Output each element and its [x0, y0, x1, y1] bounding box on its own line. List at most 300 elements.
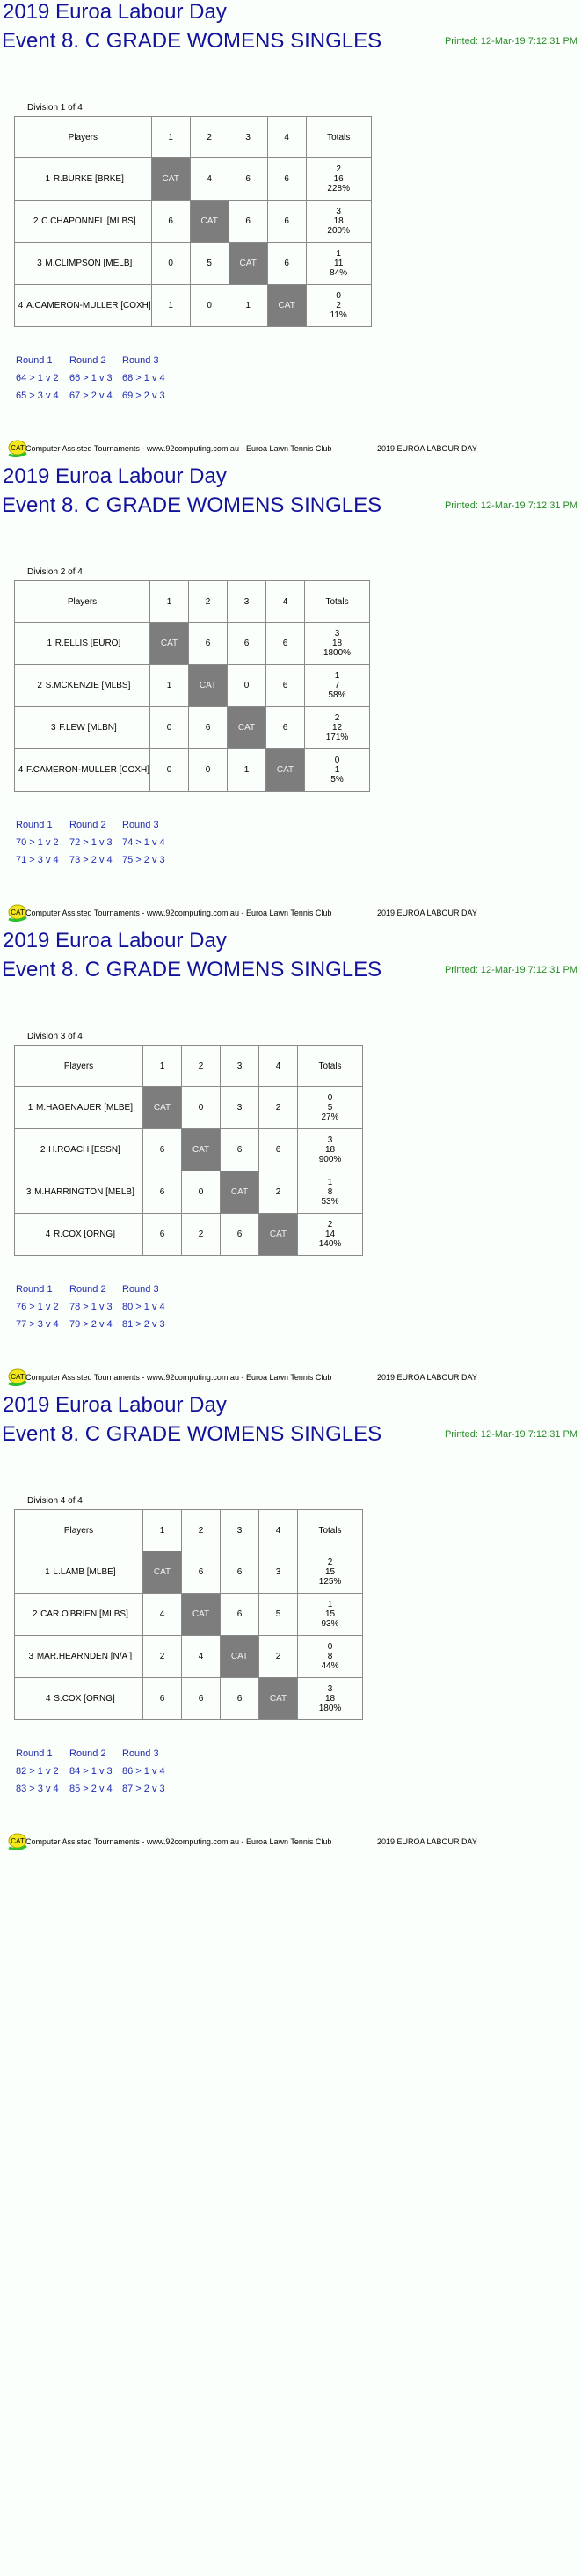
round-label: Round 1: [16, 1284, 53, 1295]
game-percentage: 58%: [328, 690, 346, 700]
player-number: 3: [25, 1187, 32, 1197]
score-cell: 6: [267, 243, 306, 285]
player-name: S.COX [ORNG]: [54, 1694, 115, 1704]
player-name: R.ELLIS [EURO]: [54, 639, 121, 648]
round-label: Round 2: [69, 1748, 106, 1759]
round-column-3: [122, 1283, 165, 1336]
division-label: Division 2 of 4: [27, 567, 83, 577]
matches-won: 3: [327, 1135, 333, 1145]
score-cell: 1: [150, 665, 189, 707]
printed-timestamp: Printed: 12-Mar-19 7:12:31 PM: [444, 500, 577, 511]
round-robin-table: [14, 116, 372, 327]
game-percentage: 1800%: [323, 648, 352, 658]
self-match-cell: CAT: [267, 285, 306, 327]
game-percentage: 228%: [327, 184, 350, 193]
score-cell: 6: [266, 665, 305, 707]
player-name: M.HARRINGTON [MELB]: [34, 1187, 134, 1197]
table-header-row: [15, 117, 372, 158]
tournament-title: 2019 Euroa Labour Day: [3, 464, 227, 488]
player-number: 1: [47, 639, 53, 648]
totals-cell: [298, 1636, 363, 1678]
self-match-cell: CAT: [259, 1214, 298, 1256]
matches-won: 3: [327, 1684, 333, 1694]
svg-text:CAT: CAT: [11, 1373, 25, 1381]
self-match-cell: CAT: [151, 158, 190, 201]
self-match-cell: CAT: [266, 749, 305, 792]
round-column-1: [16, 354, 59, 407]
round-column-1: [16, 1748, 59, 1800]
game-percentage: 5%: [330, 775, 344, 784]
match-entry: 83 > 3 v 4: [16, 1784, 59, 1794]
score-cell: 6: [221, 1214, 259, 1256]
games-won: 16: [333, 174, 344, 184]
header-players: Players: [15, 1046, 143, 1087]
table-row: [15, 243, 372, 285]
player-name: R.COX [ORNG]: [53, 1230, 115, 1239]
game-percentage: 140%: [318, 1239, 342, 1249]
games-won: 1: [334, 765, 340, 775]
match-entry: 64 > 1 v 2: [16, 373, 59, 383]
table-row: [15, 1171, 363, 1214]
totals-cell: [298, 1678, 363, 1720]
round-column-2: [69, 1283, 113, 1336]
header-col-1: 1: [151, 117, 190, 158]
footer-credit: Computer Assisted Tournaments - www.92computing.com.au - Euroa Lawn Tennis Club: [25, 444, 332, 453]
round-robin-table: [14, 1045, 363, 1256]
score-cell: 4: [182, 1636, 221, 1678]
score-cell: 4: [190, 158, 229, 201]
player-cell: [15, 1087, 143, 1129]
round-label: Round 2: [69, 355, 106, 366]
page-footer: [0, 904, 581, 925]
game-percentage: 900%: [318, 1155, 342, 1164]
header-col-3: 3: [221, 1046, 259, 1087]
match-entry: 71 > 3 v 4: [16, 855, 59, 865]
printed-timestamp: Printed: 12-Mar-19 7:12:31 PM: [444, 965, 577, 975]
totals-cell: [298, 1551, 363, 1594]
footer-event-name: 2019 EUROA LABOUR DAY: [377, 1373, 477, 1382]
player-number: 2: [32, 1609, 38, 1619]
footer-event-name: 2019 EUROA LABOUR DAY: [377, 909, 477, 917]
header-col-4: 4: [259, 1510, 298, 1551]
tournament-title: 2019 Euroa Labour Day: [3, 929, 227, 952]
totals-cell: [298, 1129, 363, 1171]
totals-cell: [305, 665, 370, 707]
games-won: 8: [327, 1187, 333, 1197]
self-match-cell: CAT: [182, 1594, 221, 1636]
score-cell: 3: [259, 1551, 298, 1594]
match-entry: 80 > 1 v 4: [122, 1302, 165, 1312]
cat-logo-icon: [8, 1833, 27, 1850]
player-number: 4: [18, 765, 24, 775]
table-row: [15, 1129, 363, 1171]
game-percentage: 27%: [321, 1113, 339, 1122]
matches-won: 1: [334, 671, 340, 681]
games-won: 18: [331, 639, 343, 648]
footer-credit: Computer Assisted Tournaments - www.92computing.com.au - Euroa Lawn Tennis Club: [25, 1373, 332, 1382]
game-percentage: 171%: [325, 733, 349, 742]
player-cell: [15, 243, 152, 285]
player-cell: [15, 1551, 143, 1594]
self-match-cell: CAT: [182, 1129, 221, 1171]
svg-text:CAT: CAT: [11, 444, 25, 452]
match-entry: 67 > 2 v 4: [69, 390, 113, 401]
matches-won: 1: [327, 1178, 333, 1187]
page-footer: [0, 1833, 581, 1854]
self-match-cell: CAT: [229, 243, 267, 285]
game-percentage: 125%: [318, 1577, 342, 1587]
player-cell: [15, 1594, 143, 1636]
event-title: Event 8. C GRADE WOMENS SINGLES: [2, 29, 382, 53]
match-entry: 76 > 1 v 2: [16, 1302, 59, 1312]
player-name: MAR.HEARNDEN [N/A ]: [36, 1652, 133, 1661]
game-percentage: 180%: [318, 1704, 342, 1713]
score-cell: 0: [150, 749, 189, 792]
player-name: H.ROACH [ESSN]: [48, 1145, 120, 1155]
score-cell: 2: [259, 1087, 298, 1129]
score-cell: 2: [143, 1636, 182, 1678]
page-footer: [0, 1368, 581, 1390]
matches-won: 2: [334, 713, 340, 723]
header-col-3: 3: [221, 1510, 259, 1551]
player-cell: [15, 1171, 143, 1214]
match-entry: 84 > 1 v 3: [69, 1766, 113, 1777]
round-robin-table: [14, 580, 370, 792]
player-number: 4: [45, 1694, 51, 1704]
score-cell: 6: [151, 201, 190, 243]
cat-logo-icon: [8, 1368, 27, 1386]
header-totals: Totals: [298, 1046, 363, 1087]
score-cell: 6: [182, 1551, 221, 1594]
round-label: Round 3: [122, 1284, 159, 1295]
printed-timestamp: Printed: 12-Mar-19 7:12:31 PM: [444, 1429, 577, 1440]
round-label: Round 3: [122, 820, 159, 830]
matches-won: 1: [327, 1600, 333, 1609]
event-title: Event 8. C GRADE WOMENS SINGLES: [2, 493, 382, 517]
table-row: [15, 1214, 363, 1256]
score-cell: 6: [143, 1171, 182, 1214]
header-col-2: 2: [190, 117, 229, 158]
game-percentage: 93%: [321, 1619, 339, 1629]
player-number: 2: [37, 681, 42, 690]
score-cell: 0: [189, 749, 228, 792]
table-row: [15, 1636, 363, 1678]
footer-credit: Computer Assisted Tournaments - www.92computing.com.au - Euroa Lawn Tennis Club: [25, 1837, 332, 1846]
matches-won: 0: [327, 1642, 333, 1652]
tournament-title: 2019 Euroa Labour Day: [3, 1393, 227, 1417]
games-won: 15: [324, 1567, 336, 1577]
totals-cell: [305, 749, 370, 792]
score-cell: 6: [266, 623, 305, 665]
games-won: 15: [324, 1609, 336, 1619]
player-cell: [15, 749, 150, 792]
header-col-4: 4: [259, 1046, 298, 1087]
header-col-4: 4: [266, 581, 305, 623]
matches-won: 3: [334, 629, 340, 639]
games-won: 18: [333, 216, 344, 226]
header-totals: Totals: [306, 117, 371, 158]
round-column-1: [16, 819, 59, 872]
player-number: 2: [40, 1145, 46, 1155]
header-col-1: 1: [150, 581, 189, 623]
match-entry: 69 > 2 v 3: [122, 390, 165, 401]
score-cell: 3: [221, 1087, 259, 1129]
self-match-cell: CAT: [190, 201, 229, 243]
match-entry: 87 > 2 v 3: [122, 1784, 165, 1794]
score-cell: 2: [259, 1636, 298, 1678]
score-cell: 0: [182, 1171, 221, 1214]
self-match-cell: CAT: [228, 707, 266, 749]
footer-event-name: 2019 EUROA LABOUR DAY: [377, 444, 477, 453]
game-percentage: 11%: [330, 310, 347, 320]
score-cell: 6: [228, 623, 266, 665]
totals-cell: [305, 707, 370, 749]
score-cell: 6: [266, 707, 305, 749]
matches-won: 0: [327, 1093, 333, 1103]
footer-credit: Computer Assisted Tournaments - www.92computing.com.au - Euroa Lawn Tennis Club: [25, 909, 332, 917]
self-match-cell: CAT: [221, 1636, 259, 1678]
self-match-cell: CAT: [150, 623, 189, 665]
player-name: CAR.O'BRIEN [MLBS]: [40, 1609, 128, 1619]
player-number: 4: [18, 301, 24, 310]
score-cell: 1: [229, 285, 267, 327]
division-label: Division 3 of 4: [27, 1032, 83, 1041]
totals-cell: [298, 1214, 363, 1256]
event-title: Event 8. C GRADE WOMENS SINGLES: [2, 958, 382, 982]
round-column-3: [122, 1748, 165, 1800]
score-cell: 6: [143, 1678, 182, 1720]
header-players: Players: [15, 1510, 143, 1551]
player-cell: [15, 1678, 143, 1720]
player-cell: [15, 285, 152, 327]
table-row: [15, 1087, 363, 1129]
player-cell: [15, 1214, 143, 1256]
match-entry: 74 > 1 v 4: [122, 837, 165, 848]
tournament-title: 2019 Euroa Labour Day: [3, 0, 227, 24]
player-cell: [15, 665, 150, 707]
round-column-2: [69, 1748, 113, 1800]
score-cell: 6: [259, 1129, 298, 1171]
table-header-row: [15, 1046, 363, 1087]
round-column-2: [69, 354, 113, 407]
player-name: F.CAMERON-MULLER [COXH]: [26, 765, 150, 775]
totals-cell: [305, 623, 370, 665]
division-section-1: [0, 0, 581, 464]
player-name: M.HAGENAUER [MLBE]: [35, 1103, 134, 1113]
player-cell: [15, 201, 152, 243]
score-cell: 0: [150, 707, 189, 749]
header-col-2: 2: [182, 1510, 221, 1551]
totals-cell: [306, 158, 371, 201]
player-number: 2: [33, 216, 39, 226]
round-robin-table: [14, 1509, 363, 1720]
player-number: 1: [45, 1567, 50, 1577]
score-cell: 6: [221, 1551, 259, 1594]
score-cell: 1: [228, 749, 266, 792]
games-won: 18: [324, 1145, 336, 1155]
round-label: Round 3: [122, 355, 159, 366]
table-row: [15, 749, 370, 792]
match-entry: 82 > 1 v 2: [16, 1766, 59, 1777]
match-entry: 72 > 1 v 3: [69, 837, 113, 848]
header-players: Players: [15, 117, 152, 158]
match-entry: 66 > 1 v 3: [69, 373, 113, 383]
score-cell: 6: [221, 1594, 259, 1636]
player-number: 1: [45, 174, 51, 184]
player-cell: [15, 1129, 143, 1171]
matches-won: 2: [327, 1558, 333, 1567]
division-label: Division 4 of 4: [27, 1496, 83, 1506]
score-cell: 0: [228, 665, 266, 707]
player-cell: [15, 623, 150, 665]
self-match-cell: CAT: [143, 1551, 182, 1594]
game-percentage: 200%: [327, 226, 350, 236]
matches-won: 0: [336, 291, 341, 301]
games-won: 12: [331, 723, 343, 733]
score-cell: 6: [143, 1214, 182, 1256]
score-cell: 5: [259, 1594, 298, 1636]
table-row: [15, 665, 370, 707]
score-cell: 2: [182, 1214, 221, 1256]
svg-text:CAT: CAT: [11, 1837, 25, 1845]
score-cell: 6: [229, 201, 267, 243]
game-percentage: 84%: [330, 268, 348, 278]
header-col-3: 3: [228, 581, 266, 623]
totals-cell: [306, 201, 371, 243]
score-cell: 6: [267, 158, 306, 201]
matches-won: 2: [336, 164, 341, 174]
round-label: Round 2: [69, 1284, 106, 1295]
game-percentage: 53%: [321, 1197, 339, 1207]
player-cell: [15, 158, 152, 201]
score-cell: 6: [229, 158, 267, 201]
player-name: M.CLIMPSON [MELB]: [45, 259, 133, 268]
totals-cell: [298, 1171, 363, 1214]
match-entry: 85 > 2 v 4: [69, 1784, 113, 1794]
games-won: 8: [327, 1652, 333, 1661]
match-entry: 77 > 3 v 4: [16, 1319, 59, 1330]
match-entry: 79 > 2 v 4: [69, 1319, 113, 1330]
division-section-2: [0, 464, 581, 929]
table-header-row: [15, 1510, 363, 1551]
player-cell: [15, 707, 150, 749]
match-entry: 65 > 3 v 4: [16, 390, 59, 401]
totals-cell: [298, 1087, 363, 1129]
player-number: 3: [28, 1652, 34, 1661]
match-entry: 81 > 2 v 3: [122, 1319, 165, 1330]
round-label: Round 2: [69, 820, 106, 830]
round-column-3: [122, 819, 165, 872]
event-title: Event 8. C GRADE WOMENS SINGLES: [2, 1422, 382, 1446]
games-won: 5: [327, 1103, 333, 1113]
totals-cell: [306, 243, 371, 285]
self-match-cell: CAT: [259, 1678, 298, 1720]
round-column-2: [69, 819, 113, 872]
header-players: Players: [15, 581, 150, 623]
games-won: 11: [333, 259, 344, 268]
score-cell: 4: [143, 1594, 182, 1636]
score-cell: 0: [190, 285, 229, 327]
self-match-cell: CAT: [221, 1171, 259, 1214]
player-number: 3: [50, 723, 56, 733]
table-row: [15, 1594, 363, 1636]
score-cell: 6: [189, 623, 228, 665]
player-name: S.MCKENZIE [MLBS]: [45, 681, 131, 690]
games-won: 14: [324, 1230, 336, 1239]
cat-logo-icon: [8, 904, 27, 922]
matches-won: 3: [336, 207, 341, 216]
player-name: F.LEW [MLBN]: [59, 723, 117, 733]
match-entry: 68 > 1 v 4: [122, 373, 165, 383]
match-entry: 70 > 1 v 2: [16, 837, 59, 848]
cat-logo-icon: [8, 440, 27, 457]
match-entry: 75 > 2 v 3: [122, 855, 165, 865]
score-cell: 6: [143, 1129, 182, 1171]
player-name: R.BURKE [BRKE]: [53, 174, 124, 184]
table-row: [15, 1551, 363, 1594]
games-won: 2: [336, 301, 341, 310]
score-cell: 6: [267, 201, 306, 243]
player-name: L.LAMB [MLBE]: [53, 1567, 116, 1577]
round-column-3: [122, 354, 165, 407]
totals-cell: [306, 285, 371, 327]
game-percentage: 44%: [321, 1661, 339, 1671]
player-number: 1: [27, 1103, 33, 1113]
svg-text:CAT: CAT: [11, 909, 25, 916]
totals-cell: [298, 1594, 363, 1636]
player-number: 3: [37, 259, 42, 268]
table-row: [15, 623, 370, 665]
table-row: [15, 201, 372, 243]
table-row: [15, 1678, 363, 1720]
header-col-2: 2: [182, 1046, 221, 1087]
score-cell: 2: [259, 1171, 298, 1214]
table-row: [15, 285, 372, 327]
header-totals: Totals: [298, 1510, 363, 1551]
matches-won: 2: [327, 1220, 333, 1230]
score-cell: 1: [151, 285, 190, 327]
score-cell: 6: [189, 707, 228, 749]
header-col-4: 4: [267, 117, 306, 158]
match-entry: 86 > 1 v 4: [122, 1766, 165, 1777]
match-entry: 78 > 1 v 3: [69, 1302, 113, 1312]
header-col-3: 3: [229, 117, 267, 158]
matches-won: 1: [336, 249, 341, 259]
header-col-2: 2: [189, 581, 228, 623]
match-entry: 73 > 2 v 4: [69, 855, 113, 865]
score-cell: 6: [221, 1129, 259, 1171]
division-section-4: [0, 1393, 581, 1857]
score-cell: 6: [182, 1678, 221, 1720]
table-header-row: [15, 581, 370, 623]
score-cell: 6: [221, 1678, 259, 1720]
division-label: Division 1 of 4: [27, 103, 83, 113]
score-cell: 0: [151, 243, 190, 285]
player-name: C.CHAPONNEL [MLBS]: [41, 216, 136, 226]
score-cell: 0: [182, 1087, 221, 1129]
printed-timestamp: Printed: 12-Mar-19 7:12:31 PM: [444, 36, 577, 47]
score-cell: 5: [190, 243, 229, 285]
footer-event-name: 2019 EUROA LABOUR DAY: [377, 1837, 477, 1846]
page-footer: [0, 440, 581, 461]
round-label: Round 1: [16, 1748, 53, 1759]
self-match-cell: CAT: [143, 1087, 182, 1129]
self-match-cell: CAT: [189, 665, 228, 707]
header-col-1: 1: [143, 1510, 182, 1551]
round-label: Round 3: [122, 1748, 159, 1759]
games-won: 18: [324, 1694, 336, 1704]
header-totals: Totals: [305, 581, 370, 623]
